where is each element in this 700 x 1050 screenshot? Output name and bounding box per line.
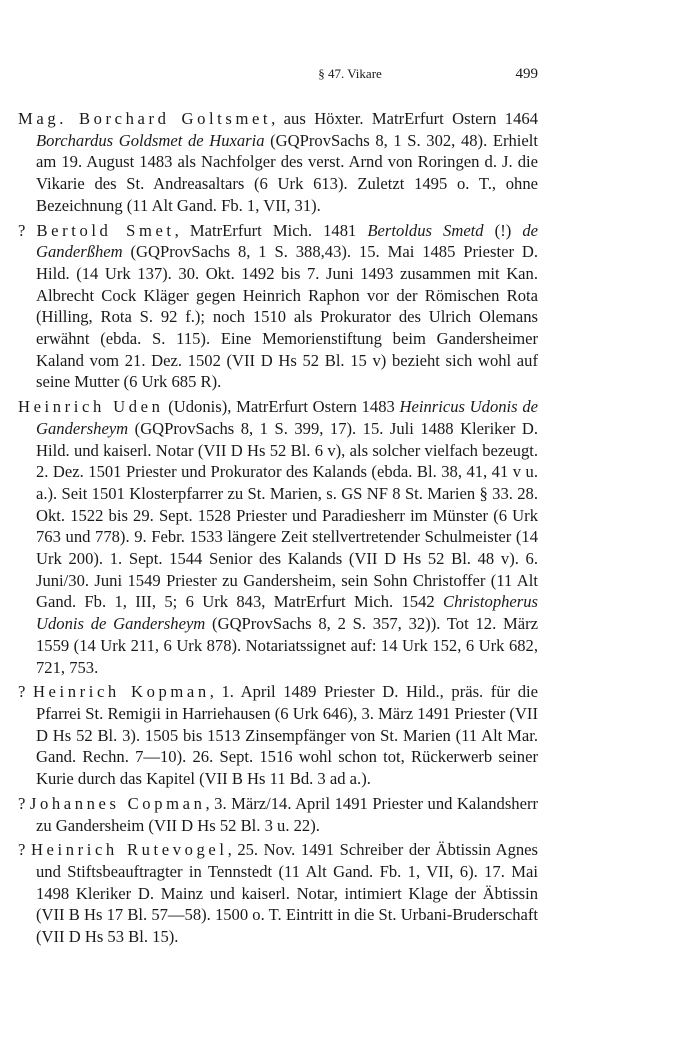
- uncertain-marker: ?: [18, 840, 31, 860]
- entry-text: , 25. Nov. 1491 Schreiber der Äbtissin Agnes und Stiftsbeauftragter in Tennstedt (11 Alt Gand. Fb. 1, VII, 6). 17. Mai 1498 Kleriker D. Mainz und kaiserl. Notar, intimiert Klage der Äbtissin (VII B Hs 17 Bl. 57—58). 1500 o. T. Eintritt in die St. Urbani-Bruderschaft (VII D Hs 53 Bl. 15).: [36, 840, 538, 947]
- entry-text: , 1. April 1489 Priester D. Hild., präs. für die Pfarrei St. Remigii in Harriehausen (6 Urk 646), 3. März 1491 Priester (VII D Hs 52 Bl. 3). 1505 bis 1513 Zinsempfänger von St. Marien (11 Alt Mar. Gand. Rechn. 7—10). 26. Sept. 1516 wohl schon tot, Rückerwerb seiner Kurie durch das Kapitel (VII B Hs 11 Bd. 3 ad a.).: [36, 682, 539, 789]
- person-name: Heinrich Kopman: [32, 682, 210, 702]
- entry-text: (GQProvSachs 8, 1 S. 399, 17). 15. Juli 1488 Kleriker D. Hild. und kaiserl. Notar (VII D Hs 52 Bl. 6 v), als solcher vielfach bezeugt. 2. Dez. 1501 Priester und Prokurator des Kalands (ebda. Bl. 38, 41, 41 v u. a.). Seit 1501 Klosterpfarrer zu St. Marien, s. GS NF 8 St. Marien § 33. 28. Okt. 1522 bis 29. Sept. 1528 Priester und Paradiesherr im Münster (6 Urk 763 und 778). 9. Febr. 1533 längere Zeit stellvertretender Schulmeister (14 Urk 200). 1. Sept. 1544 Senior des Kalands (VII D Hs 52 Bl. 48 v). 6. Juni/30. Juni 1549 Priester zu Gandersheim, sein Sohn Christoffer (11 Alt Gand. Fb. 1, III, 5; 6 Urk 843, MatrErfurt Mich. 1542: [36, 418, 538, 612]
- italic-citation: Bertoldus Smetd: [367, 220, 484, 240]
- biographical-entry: [18, 220, 538, 394]
- italic-citation: Christopherus Udonis de Gandersheym: [36, 592, 538, 634]
- entry-text: (Udonis), MatrErfurt Ostern 1483: [163, 397, 400, 417]
- biographical-entry: [18, 839, 538, 948]
- biographical-entry: [18, 793, 538, 836]
- biographical-entry: [18, 396, 538, 678]
- biographical-entry: [18, 108, 538, 217]
- page-number: 499: [515, 66, 538, 82]
- entry-text: (GQProvSachs 8, 1 S. 302, 48). Erhielt am 19. August 1483 als Nachfolger des verst. Arnd von Roringen d. J. die Vikarie des St. Andreasaltars (6 Urk 613). Zuletzt 1495 o. T., ohne Bezeichnung (11 Alt Gand. Fb. 1, VII, 31).: [36, 130, 538, 215]
- biographical-entry: [18, 681, 538, 790]
- person-name: Bertold Smet: [36, 220, 175, 240]
- italic-citation: de Ganderßhem: [36, 220, 539, 262]
- italic-citation: Borchardus Goldsmet de Huxaria: [36, 130, 265, 150]
- entry-text: , 3. März/14. April 1491 Priester und Kalandsherr zu Gandersheim (VII D Hs 52 Bl. 3 u. 22).: [36, 793, 539, 835]
- italic-citation: Heinricus Udonis de Gandersheym: [36, 397, 538, 438]
- running-head: [0, 66, 700, 88]
- person-name: Johannes Copman: [29, 793, 206, 813]
- entry-text: (!): [483, 220, 523, 240]
- uncertain-marker: ?: [18, 682, 33, 702]
- entry-text: (GQProvSachs 8, 1 S. 388,43). 15. Mai 1485 Priester D. Hild. (14 Urk 137). 30. Okt. 1492 bis 7. Juni 1493 zusammen mit Kan. Albrecht Cock Kläger gegen Heinrich Raphon vor der Römischen Rota (Hilling, Rota S. 92 f.); noch 1510 als Prokurator des Ulrich Olemans erwähnt (ebda. S. 115). Eine Memorienstiftung beim Gandersheimer Kaland vom 21. Dez. 1502 (VII D Hs 52 Bl. 15 v) bezieht sich wohl auf seine Mutter (6 Urk 685 R).: [36, 242, 538, 392]
- person-name: Heinrich Rutevogel: [30, 840, 228, 860]
- entry-text: , MatrErfurt Mich. 1481: [174, 220, 368, 240]
- uncertain-marker: ?: [18, 220, 37, 240]
- person-name: Mag. Borchard Goltsmet: [18, 109, 272, 128]
- entry-list: [18, 108, 538, 951]
- entry-text: , aus Höxter. MatrErfurt Ostern 1464: [271, 109, 538, 128]
- person-name: Heinrich Uden: [18, 397, 164, 417]
- uncertain-marker: ?: [18, 793, 30, 813]
- entry-text: (GQProvSachs 8, 2 S. 357, 32)). Tot 12. März 1559 (14 Urk 211, 6 Urk 878). Notariatssignet auf: 14 Urk 152, 6 Urk 682, 721, 753.: [36, 614, 538, 677]
- section-title: § 47. Vikare: [318, 66, 382, 81]
